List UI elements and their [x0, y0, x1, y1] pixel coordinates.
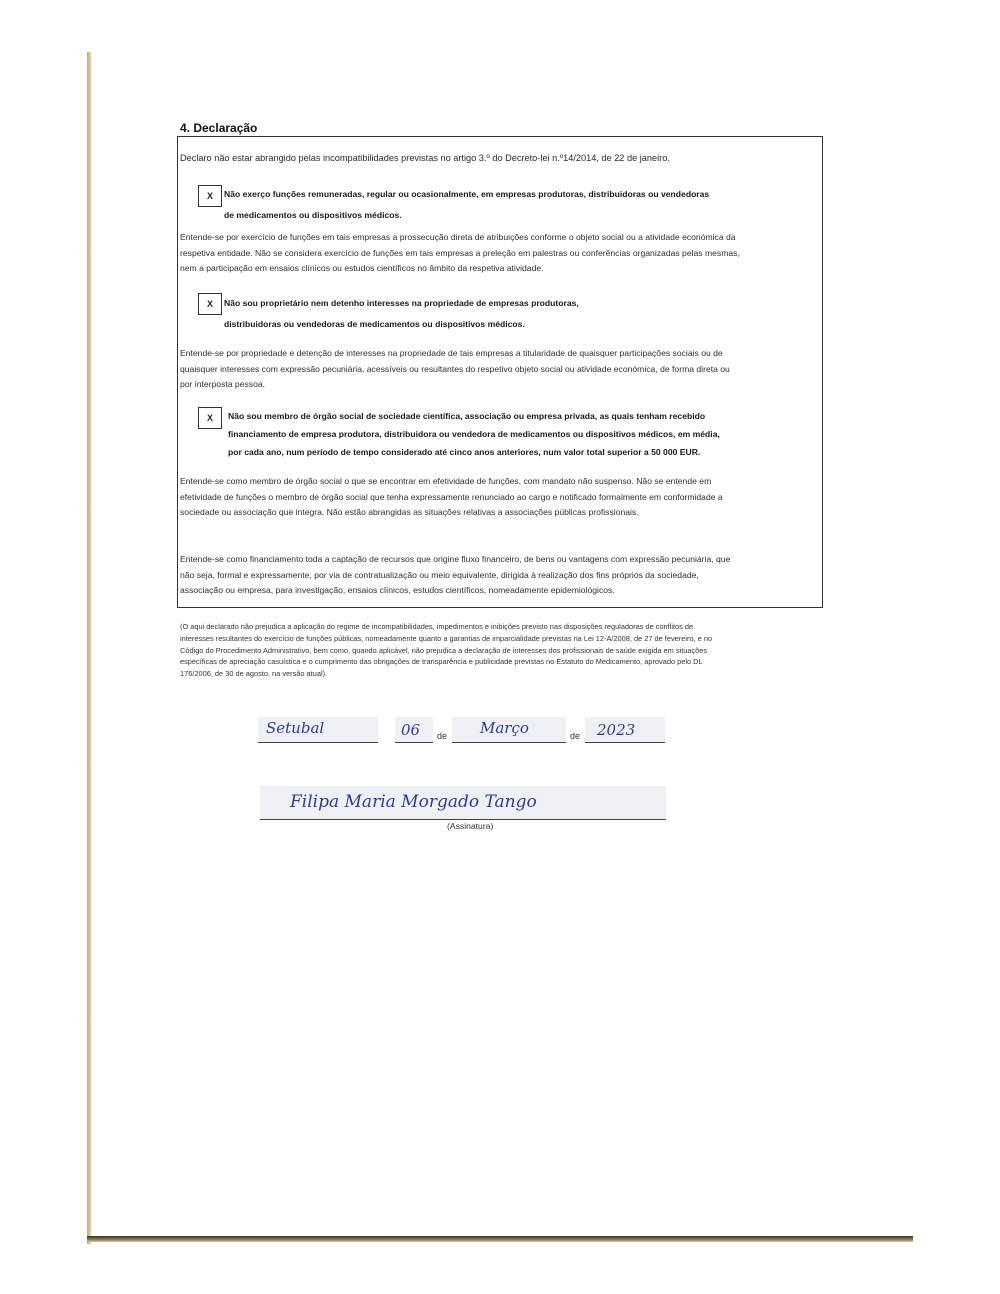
option-line: por cada ano, num período de tempo considerado até cinco anos anteriores, num valor total superior a 50 000 EUR. — [228, 447, 701, 457]
note-line: 176/2006, de 30 de agosto, na versão atual). — [180, 669, 328, 679]
option-line: Não sou membro de órgão social de sociedade científica, associação ou empresa privada, as quais tenham recebido — [228, 411, 706, 421]
explanation-line: Entende-se como membro de órgão social o que se encontrar em efetividade de funções, com mandato não suspenso. Não se entende em — [180, 476, 712, 486]
declaration-box — [177, 136, 823, 608]
scan-edge-bottom — [87, 1236, 913, 1242]
date-separator: de — [570, 731, 581, 741]
option-no-ownership — [224, 293, 579, 334]
option-line: Não sou proprietário nem detenho interesses na propriedade de empresas produtoras, — [224, 298, 579, 308]
explanation-line: efetividade de funções o membro de órgão social que tenha expressamente renunciado ao cargo e notificado formalmente em conformidade a — [180, 491, 723, 502]
checkbox-no-remunerated-functions[interactable]: X — [198, 185, 222, 207]
explanation-line: quaisquer interesses com expressão pecuniária, acessíveis ou resultantes do respetivo objeto social ou atividade económica, de forma direta ou — [180, 363, 730, 374]
section-title: 4. Declaração — [180, 121, 258, 135]
declaration-intro: Declaro não estar abrangido pelas incompatibilidades previstas no artigo 3.º do Decreto-lei n.º14/2014, de 22 de janeiro. — [180, 153, 670, 163]
explanation-ownership — [180, 346, 730, 393]
note-line: interesses resultantes do exercício de funções públicas, nomeadamente quanto a garantias de imparcialidade previstas na Lei 12-A/2008, de 27 de fevereiro, e no — [180, 633, 713, 643]
financing-definition — [180, 552, 730, 599]
financing-line: associação ou empresa, para investigação, ensaios clínicos, estudos científicos, nomeadamente epidemiológicos. — [180, 585, 615, 595]
explanation-line: respetiva entidade. Não se considera exercício de funções em tais empresas a preleção em palestras ou conferências organizadas pelas mesmas, — [180, 247, 740, 258]
day-handwritten: 06 — [401, 721, 421, 739]
note-line: Código do Procedimento Administrativo, bem como, quando aplicável, não prejudica a declaração de interesses dos profissionais de saúde exigida em situações — [180, 645, 708, 655]
option-line: distribuidoras ou vendedoras de medicamentos ou dispositivos médicos. — [224, 318, 525, 329]
date-separator: de — [437, 731, 448, 741]
financing-line: não seja, formal e expressamente, por via de contratualização ou meio equivalente, dirigida à realização dos fins próprios da sociedade, — [180, 569, 699, 580]
option-no-remunerated-functions — [224, 184, 709, 225]
place-handwritten: Setubal — [266, 719, 325, 737]
financing-line: Entende-se como financiamento toda a captação de recursos que origine fluxo financeiro, de bens ou vantagens com expressão pecuniária, que — [180, 554, 731, 564]
checkbox-no-ownership[interactable]: X — [198, 293, 222, 315]
year-handwritten: 2023 — [597, 721, 636, 739]
signature-caption: (Assinatura) — [447, 821, 494, 831]
option-line: de medicamentos ou dispositivos médicos. — [224, 209, 402, 220]
note-line: (O aqui declarado não prejudica a aplicação do regime de incompatibilidades, impedimentos e inibições previsto nas disposições reguladoras de conflitos de — [180, 622, 694, 631]
option-line: financiamento de empresa produtora, distribuidora ou vendedora de medicamentos ou dispositivos médicos, em média, — [228, 429, 720, 439]
option-no-social-body-member — [228, 407, 720, 461]
scan-edge-left — [87, 52, 91, 1244]
signature-handwritten: Filipa Maria Morgado Tango — [290, 792, 537, 812]
explanation-line: sociedade ou associação que integra. Não estão abrangidas as situações relativas a associações públicas profissionais. — [180, 507, 639, 517]
note-line: específicas de apreciação casuística e o cumprimento das obrigações de transparência e publicidade previstas no Estatuto do Medicamento, aprovado pelo DL — [180, 657, 703, 667]
legal-note — [180, 621, 712, 680]
explanation-line: por interposta pessoa. — [180, 379, 266, 389]
explanation-social-body — [180, 474, 723, 521]
month-handwritten: Março — [480, 719, 529, 737]
explanation-line: nem a participação em ensaios clínicos ou estudos científicos no âmbito da respetiva atividade. — [180, 263, 544, 273]
option-line: Não exerço funções remuneradas, regular ou ocasionalmente, em empresas produtoras, distribuidoras ou vendedoras — [224, 189, 710, 199]
explanation-functions — [180, 230, 740, 277]
checkbox-no-social-body-member[interactable]: X — [198, 407, 222, 429]
explanation-line: Entende-se por exercício de funções em tais empresas a prossecução direta de atribuições conforme o objeto social ou a atividade económica da — [180, 232, 736, 242]
explanation-line: Entende-se por propriedade e detenção de interesses na propriedade de tais empresas a titularidade de quaisquer participações sociais ou de — [180, 348, 723, 358]
